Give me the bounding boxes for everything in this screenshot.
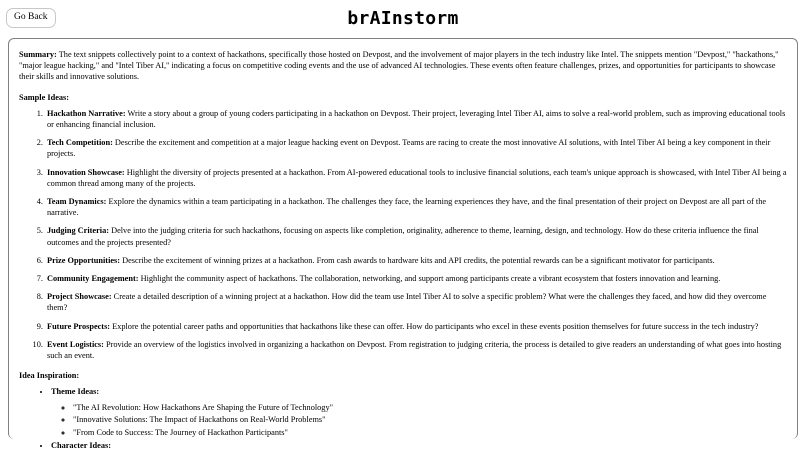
idea-title: Hackathon Narrative: [47, 108, 126, 118]
list-item [45, 225, 787, 247]
idea-title: Community Engagement: [47, 274, 139, 284]
inspiration-group-label: Theme Ideas: [51, 387, 100, 397]
idea-title: Team Dynamics: [47, 197, 107, 207]
page-header [0, 0, 806, 34]
list-item: ◦ "Innovative Solutions: The Impact of Hackathons on Real-World Problems" [73, 414, 787, 425]
idea-title: Project Showcase: [47, 292, 112, 302]
list-item [51, 386, 787, 438]
summary-label: Summary: [19, 50, 57, 59]
go-back-button[interactable]: Go Back [6, 8, 56, 28]
list-item [51, 440, 787, 451]
idea-body: Provide an overview of the logistics involved in organizing a hackathon on Devpost. From registration to judging criteria, the process is detailed to give readers an understanding of what goes into hosting such an event. [47, 339, 782, 361]
inspiration-group-label: Character Ideas: [51, 440, 111, 450]
list-item: ◦ "The AI Revolution: How Hackathons Are Shaping the Future of Technology" [73, 402, 787, 413]
content-card [8, 38, 798, 450]
idea-body: Explore the dynamics within a team participating in a hackathon. The challenges they face, the learning experiences they have, and the final presentation of their project on Devpost are all part of the narrative. [47, 197, 767, 218]
idea-title: Prize Opportunities: [47, 255, 121, 265]
idea-body: Highlight the diversity of projects presented at a hackathon. From AI-powered educational tools to inclusive financial solutions, each team's unique approach is showcased, with Intel Tiber AI being a common thread among many of the projects. [47, 167, 787, 188]
list-item [45, 167, 787, 189]
idea-body: Explore the potential career paths and opportunities that hackathons like these can offer. How do participants who excel in these events position themselves for future success in the tech industry? [110, 321, 759, 331]
list-item: ◦ "From Code to Success: The Journey of Hackathon Participants" [73, 427, 787, 438]
idea-title: Tech Competition: [47, 138, 113, 148]
idea-body: Create a detailed description of a winning project at a hackathon. How did the team use Intel Tiber AI to solve a specific problem? What were the challenges they faced, and how did they overcome them? [47, 292, 767, 313]
idea-title: Judging Criteria: [47, 226, 109, 236]
inspiration-list [19, 386, 787, 451]
idea-body: Describe the excitement of winning prizes at a hackathon. From cash awards to hardware kits and API credits, the potential rewards can be a significant motivator for participants. [120, 255, 715, 265]
idea-body: Highlight the community aspect of hackathons. The collaboration, networking, and support among participants create a vibrant ecosystem that fosters innovation and learning. [138, 274, 721, 284]
idea-inspiration-heading: Idea Inspiration: [19, 371, 80, 381]
idea-body: Delve into the judging criteria for such hackathons, focusing on aspects like completion, originality, adherence to theme, learning, design, and technology. How do these criteria influence the final outcomes and the projects presented? [47, 226, 759, 247]
idea-title: Innovation Showcase: [47, 167, 125, 177]
page-title: brAInstorm [347, 8, 459, 29]
idea-title: Future Prospects: [47, 321, 111, 331]
list-item [45, 321, 787, 332]
list-item [45, 108, 787, 130]
theme-ideas-sublist [51, 402, 787, 439]
list-item [45, 273, 787, 284]
idea-body: Write a story about a group of young coders participating in a hackathon on Devpost. Their project, leveraging Intel Tiber AI, aims to solve a real-world problem, such as improving educational tools or enhancing financial inclusion. [47, 108, 786, 130]
list-item [45, 291, 787, 313]
list-item [45, 196, 787, 218]
sample-ideas-heading: Sample Ideas: [19, 92, 70, 102]
summary-paragraph [19, 49, 787, 83]
list-item [45, 255, 787, 266]
idea-title: Event Logistics: [47, 339, 104, 349]
summary-text: The text snippets collectively point to a context of hackathons, specifically those hosted on Devpost, and the involvement of major players in the tech industry like Intel. The snippets mention "Devpost," "hackathons," "major league hacking," and "Intel Tiber AI," indicating a focus on competitive coding events and the use of advanced AI technologies. These events often feature challenges, prizes, and opportunities for participants to showcase their skills and innovative solutions. [19, 50, 779, 82]
idea-body: Describe the excitement and competition at a major league hacking event on Devpost. Teams are racing to create the most innovative AI solutions, with Intel Tiber AI being a key component in their projects. [47, 138, 771, 159]
list-item [45, 339, 787, 361]
list-item [45, 137, 787, 159]
sample-ideas-list [19, 108, 787, 361]
